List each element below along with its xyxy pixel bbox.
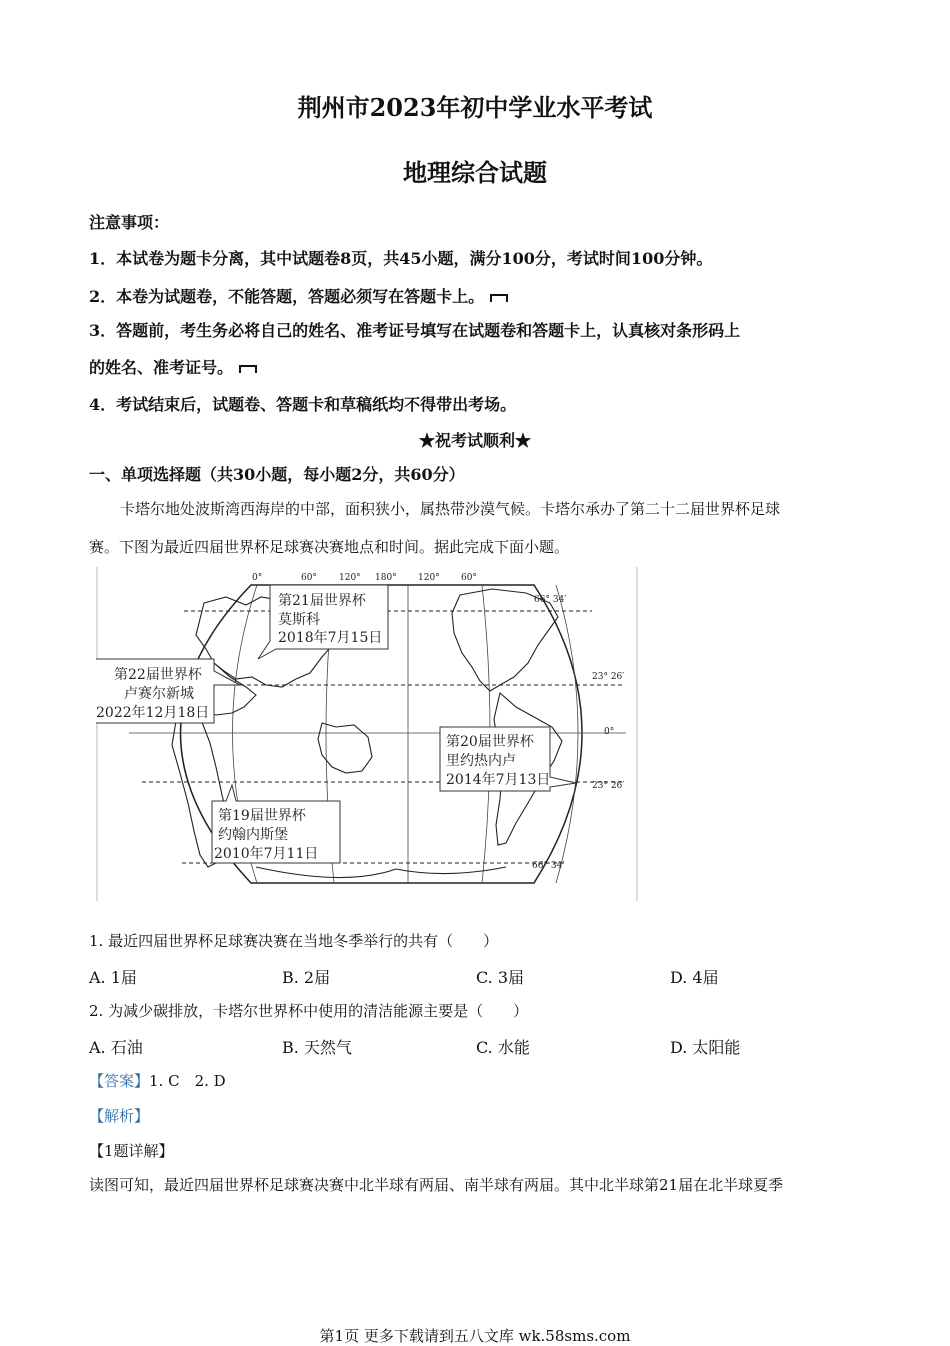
intro-line-2: 赛。下图为最近四届世界杯足球赛决赛地点和时间。据此完成下面小题。 — [89, 538, 570, 556]
latitude-label: 66° 34′ — [532, 861, 565, 871]
longitude-label: 120° — [339, 573, 361, 583]
longitude-label: 60° — [461, 573, 477, 583]
longitude-label: 0° — [252, 573, 263, 583]
latitude-label: 66° 34′ — [534, 595, 567, 605]
callout-city: 约翰内斯堡 — [218, 827, 288, 843]
callout-date: 2014年7月13日 — [446, 772, 551, 788]
detail-text: 读图可知，最近四届世界杯足球赛决赛中北半球有两届、南半球有两届。其中北半球第21届在北半球夏季 — [89, 1176, 784, 1194]
callout-edition: 第20届世界杯 — [446, 734, 534, 750]
notice-item-4: 4．考试结束后，试题卷、答题卡和草稿纸均不得带出考场。 — [89, 395, 517, 414]
question-1-option-b[interactable]: B. 2届 — [282, 968, 331, 987]
callout-city: 莫斯科 — [278, 612, 320, 628]
page-footer: 第1页 更多下载请到五八文库 wk.58sms.com — [319, 1327, 631, 1345]
wish-line: ★祝考试顺利★ — [418, 431, 531, 450]
question-2-stem: 2. 为减少碳排放，卡塔尔世界杯中使用的清洁能源主要是（ ） — [89, 1002, 529, 1020]
callout-edition: 第22届世界杯 — [114, 667, 202, 683]
question-1-option-d[interactable]: D. 4届 — [670, 968, 719, 987]
callout-edition: 第21届世界杯 — [278, 593, 366, 609]
notice-item-2: 2．本卷为试题卷，不能答题，答题必须写在答题卡上。 — [89, 284, 508, 307]
analysis-label: 【解析】 — [89, 1107, 150, 1125]
question-2-option-b[interactable]: B. 天然气 — [282, 1038, 352, 1057]
answer-label: 【答案】 — [89, 1072, 150, 1090]
latitude-label: 0° — [604, 727, 615, 737]
notice-item-3-cont: 的姓名、准考证号。 — [89, 355, 257, 378]
question-1-option-a[interactable]: A. 1届 — [89, 968, 137, 987]
callout-city: 里约热内卢 — [446, 753, 516, 769]
section-heading: 一、单项选择题（共30小题，每小题2分，共60分） — [89, 465, 465, 484]
latitude-label: 23° 26′ — [592, 672, 625, 682]
notice-item-1: 1．本试卷为题卡分离，其中试题卷8页，共45小题，满分100分，考试时间100分钟。 — [89, 249, 713, 268]
world-map — [96, 567, 638, 901]
page-title: 荆州市2023年初中学业水平考试 — [297, 93, 653, 122]
latitude-label: 23° 26′ — [592, 781, 625, 791]
question-2-option-c[interactable]: C. 水能 — [476, 1038, 530, 1057]
longitude-label: 60° — [301, 573, 317, 583]
answer-value: 1. C 2. D — [149, 1072, 226, 1090]
question-2-option-a[interactable]: A. 石油 — [89, 1038, 143, 1057]
longitude-label: 180° — [375, 573, 397, 583]
question-2-option-d[interactable]: D. 太阳能 — [670, 1038, 741, 1057]
answer-line — [89, 1070, 226, 1091]
callout-date: 2018年7月15日 — [278, 630, 383, 646]
callout-edition: 第19届世界杯 — [218, 808, 306, 824]
callout-city: 卢赛尔新城 — [124, 686, 194, 702]
longitude-label: 120° — [418, 573, 440, 583]
notice-heading: 注意事项： — [89, 213, 170, 232]
longitude-labels — [252, 573, 477, 583]
notice-item-3: 3．答题前，考生务必将自己的姓名、准考证号填写在试题卷和答题卡上，认真核对条形码上 — [89, 321, 741, 340]
page-subtitle: 地理综合试题 — [403, 158, 547, 187]
callout-date: 2010年7月11日 — [214, 846, 319, 862]
intro-line-1: 卡塔尔地处波斯湾西海岸的中部，面积狭小，属热带沙漠气候。卡塔尔承办了第二十二届世界杯足球 — [120, 500, 781, 518]
pilcrow-mark-icon — [239, 365, 257, 373]
callout-2018 — [258, 585, 388, 659]
pilcrow-mark-icon — [490, 294, 508, 302]
question-1-stem: 1. 最近四届世界杯足球赛决赛在当地冬季举行的共有（ ） — [89, 932, 499, 950]
detail-label: 【1题详解】 — [89, 1142, 174, 1160]
callout-date: 2022年12月18日 — [96, 705, 210, 721]
question-1-option-c[interactable]: C. 3届 — [476, 968, 525, 987]
